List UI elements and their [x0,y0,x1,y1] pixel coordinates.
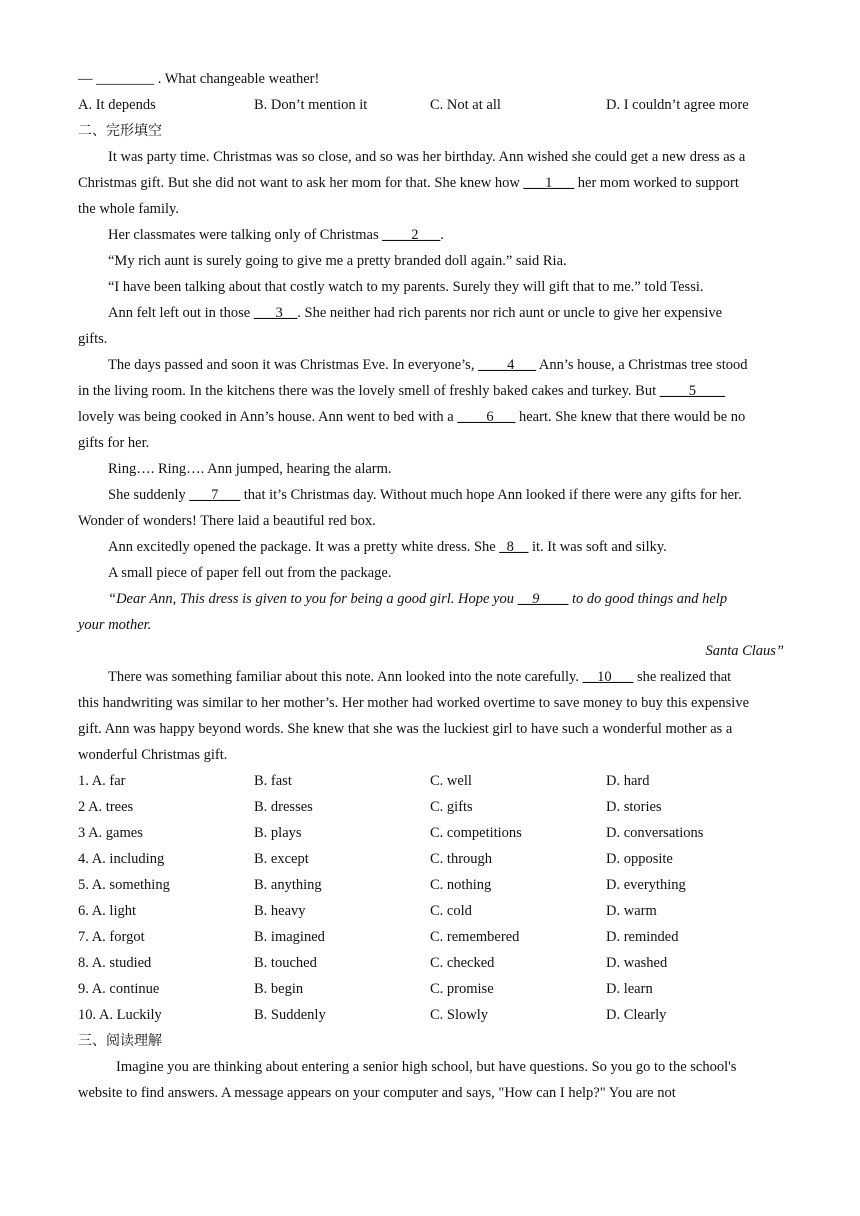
cloze-text-line: “I have been talking about that costly watch to my parents. Surely they will gift that to me.” told Tessi. [108,279,704,295]
option-d: D. washed [606,955,668,971]
option-a: 10. A. Luckily [78,1007,162,1023]
option-a: 9. A. continue [78,981,160,997]
question-row [78,976,784,1002]
blank-3: ___3__ [253,305,298,321]
option-c: C. through [430,851,493,867]
cloze-text-line: Christmas gift. But she did not want to ask her mom for that. She knew how ___1___ her mom worked to support [78,175,739,191]
blank-6: ____6___ [457,409,516,425]
option-a: 7. A. forgot [78,929,145,945]
question-row [78,794,784,820]
option-d: D. warm [606,903,657,919]
section-heading-cloze: 二、完形填空 [78,123,162,139]
option-a: 5. A. something [78,877,170,893]
option-c: C. remembered [430,929,520,945]
cloze-text-line: A small piece of paper fell out from the package. [108,565,392,581]
question-row [78,924,784,950]
blank-9: __9____ [517,591,569,607]
option-d: D. learn [606,981,653,997]
cloze-text-line: Wonder of wonders! There laid a beautiful red box. [78,513,376,529]
cloze-text-line: The days passed and soon it was Christmas Eve. In everyone’s, ____4___ Ann’s house, a Christmas tree stood [108,357,748,373]
option-c: C. Slowly [430,1007,489,1023]
blank-4: ____4___ [478,357,537,373]
option-b: B. anything [254,877,322,893]
cloze-text-line: It was party time. Christmas was so close, and so was her birthday. Ann wished she could get a new dress as a [108,149,746,165]
blank-8: _8__ [499,539,529,555]
question-row [78,1002,784,1028]
option-c: C. cold [430,903,472,919]
cloze-text-line: lovely was being cooked in Ann’s house. Ann went to bed with a ____6___ heart. She knew that there would be no [78,409,746,425]
option-d: D. everything [606,877,686,893]
option-d: D. stories [606,799,662,815]
blank-10: __10___ [582,669,634,685]
question-row [78,872,784,898]
option-c: C. gifts [430,799,473,815]
question-list [78,768,784,1028]
option-d: D. Clearly [606,1007,667,1023]
option-b: B. fast [254,773,292,789]
question-row [78,768,784,794]
option-a: 6. A. light [78,903,137,919]
blank-5: ____5____ [659,383,725,399]
option-b: B. dresses [254,799,313,815]
option-a: 2 A. trees [78,799,134,815]
cloze-text-line: gift. Ann was happy beyond words. She knew that she was the luckiest girl to have such a wonderful mother as a [78,721,733,737]
option-a: 3 A. games [78,825,143,841]
note-signature: Santa Claus” [705,643,784,659]
cloze-text-line: Her classmates were talking only of Christmas ____2___. [108,227,444,243]
reading-text-line: Imagine you are thinking about entering a senior high school, but have questions. So you go to the school's [116,1059,737,1075]
cloze-text-line: gifts for her. [78,435,150,451]
option-b: B. plays [254,825,302,841]
answer-options [78,92,784,118]
cloze-text-line: Ring…. Ring…. Ann jumped, hearing the alarm. [108,461,392,477]
cloze-text-line: the whole family. [78,201,179,217]
option-d: D. opposite [606,851,673,867]
option-c: C. checked [430,955,495,971]
option-c: C. promise [430,981,494,997]
option-a: A. It depends [78,97,156,113]
option-c: C. competitions [430,825,522,841]
blank-1: ___1___ [523,175,575,191]
option-d: D. reminded [606,929,679,945]
document-page [78,66,784,1106]
cloze-text-line: wonderful Christmas gift. [78,747,228,763]
cloze-text-line: Ann felt left out in those ___3__. She neither had rich parents nor rich aunt or uncle to give her expensive [108,305,723,321]
option-a: 1. A. far [78,773,126,789]
cloze-text-line: this handwriting was similar to her mother’s. Her mother had worked overtime to save money to buy this expensive [78,695,750,711]
cloze-text-line: “My rich aunt is surely going to give me a pretty branded doll again.” said Ria. [108,253,567,269]
reading-text-line: website to find answers. A message appears on your computer and says, "How can I help?" You are not [78,1085,676,1101]
cloze-text-line: in the living room. In the kitchens there was the lovely smell of freshly baked cakes and turkey. But ____5____ [78,383,725,399]
option-b: B. imagined [254,929,325,945]
cloze-text-line: Ann excitedly opened the package. It was a pretty white dress. She _8__ it. It was soft and silky. [108,539,667,555]
cloze-text-line: gifts. [78,331,108,347]
question-row [78,820,784,846]
cloze-text-line: “Dear Ann, This dress is given to you for being a good girl. Hope you __9____ to do good things and help [108,591,728,607]
option-b: B. Don’t mention it [254,97,368,113]
option-b: B. Suddenly [254,1007,326,1023]
question-row [78,898,784,924]
option-d: D. I couldn’t agree more [606,97,749,113]
question-row [78,846,784,872]
section-heading-reading: 三、阅读理解 [78,1033,162,1049]
option-b: B. begin [254,981,304,997]
option-d: D. conversations [606,825,704,841]
question-stem: — ________ . What changeable weather! [78,71,320,87]
blank-2: ____2___ [382,227,441,243]
option-b: B. except [254,851,309,867]
blank-7: ___7___ [189,487,241,503]
option-c: C. Not at all [430,97,501,113]
option-b: B. heavy [254,903,306,919]
option-a: 8. A. studied [78,955,152,971]
option-c: C. well [430,773,472,789]
question-row [78,950,784,976]
option-c: C. nothing [430,877,492,893]
cloze-text-line: There was something familiar about this note. Ann looked into the note carefully. __10___ she realized that [108,669,732,685]
option-d: D. hard [606,773,650,789]
cloze-text-line: your mother. [78,617,152,633]
cloze-text-line: She suddenly ___7___ that it’s Christmas day. Without much hope Ann looked if there were any gifts for her. [108,487,742,503]
option-a: 4. A. including [78,851,165,867]
option-b: B. touched [254,955,317,971]
